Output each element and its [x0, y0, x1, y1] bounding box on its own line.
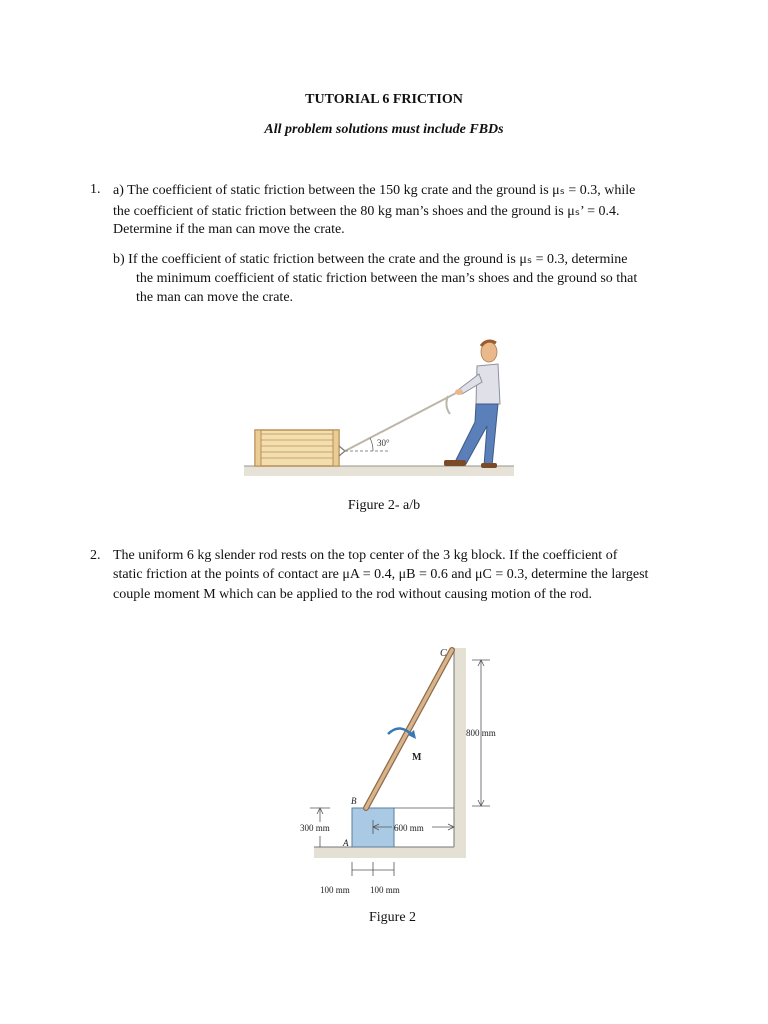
problem1-number: 1.: [90, 182, 101, 197]
man: [444, 341, 500, 468]
dim-300-label: 300 mm: [300, 823, 330, 833]
label-c: C: [440, 648, 447, 659]
page-title: TUTORIAL 6 FRICTION: [305, 92, 463, 107]
problem1-a-line1: a) The coefficient of static friction between the 150 kg crate and the ground is μₛ = 0.3, while: [113, 183, 636, 198]
dim-600-label: 600 mm: [394, 823, 424, 833]
problem2-line2: static friction at the points of contact are μA = 0.4, μB = 0.6 and μC = 0.3, determine the largest: [113, 567, 649, 582]
dimension-100-100: [352, 862, 394, 876]
problem1-b-line2: the minimum coefficient of static friction between the man’s shoes and the ground so that: [136, 271, 638, 286]
crate-figure: [230, 330, 530, 480]
label-m: M: [412, 752, 422, 763]
dim-800-label: 800 mm: [466, 728, 496, 738]
page-subtitle: All problem solutions must include FBDs: [264, 122, 504, 137]
rod: [366, 650, 452, 808]
problem1-a-line2: the coefficient of static friction between the 80 kg man’s shoes and the ground is μₛ’ = 0.4.: [113, 204, 620, 219]
label-b: B: [351, 796, 357, 806]
dim-100a-label: 100 mm: [320, 885, 350, 895]
floor: [314, 847, 466, 858]
problem2-number: 2.: [90, 548, 101, 563]
problem1-a-line3: Determine if the man can move the crate.: [113, 222, 345, 237]
dim-100b-label: 100 mm: [370, 885, 400, 895]
problem2-line3: couple moment M which can be applied to the rod without causing motion of the rod.: [113, 587, 593, 602]
figure1-caption: Figure 2- a/b: [347, 498, 421, 513]
problem1-b-line1: b) If the coefficient of static friction between the crate and the ground is μₛ = 0.3, determine: [113, 252, 628, 267]
label-a: A: [343, 838, 349, 848]
ground: [244, 466, 514, 476]
rope: [345, 392, 458, 451]
rod-block-figure: [290, 630, 540, 900]
figure2-caption: Figure 2: [369, 910, 417, 925]
wall: [454, 648, 466, 858]
problem1-b-line3: the man can move the crate.: [136, 290, 294, 305]
crate: [255, 430, 345, 466]
angle-label: 30°: [377, 438, 390, 448]
problem2-line1: The uniform 6 kg slender rod rests on the top center of the 3 kg block. If the coefficient of: [113, 548, 618, 563]
